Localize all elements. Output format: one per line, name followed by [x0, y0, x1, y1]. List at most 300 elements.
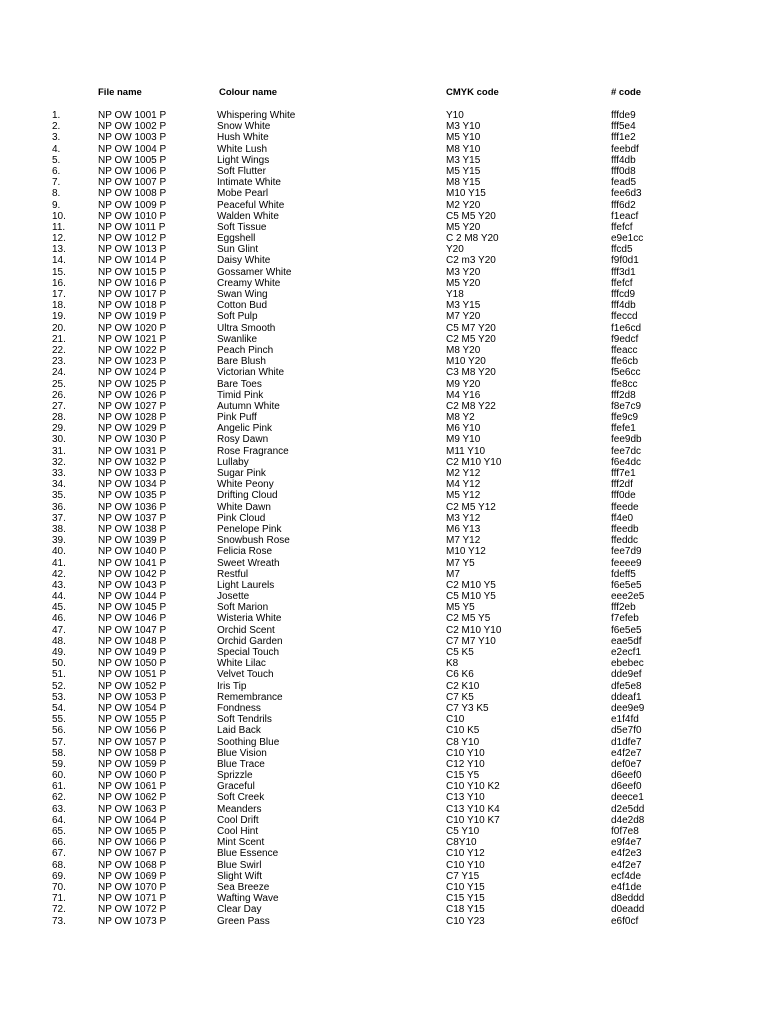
row-number: 18. — [52, 300, 66, 312]
hex-code-cell: ffeedb — [611, 523, 639, 535]
table-row — [0, 692, 768, 703]
hex-code-cell: fff5e4 — [611, 121, 636, 133]
hex-code-cell: ffefe1 — [611, 423, 636, 435]
table-row — [0, 904, 768, 915]
row-number: 56. — [52, 725, 66, 737]
hex-code-cell: f5e6cc — [611, 367, 641, 379]
colour-name-cell: Velvet Touch — [217, 669, 274, 681]
colour-name-cell: Victorian White — [217, 367, 285, 379]
row-number: 16. — [52, 277, 66, 289]
colour-name-cell: Mint Scent — [217, 837, 265, 849]
header-file-name: File name — [98, 87, 142, 98]
cmyk-code-cell: C2 K10 — [446, 680, 480, 692]
file-name-cell: NP OW 1039 P — [98, 535, 167, 547]
row-number: 29. — [52, 423, 66, 435]
hex-code-cell: fff2df — [611, 479, 633, 491]
colour-name-cell: Daisy White — [217, 255, 271, 267]
hex-code-cell: def0e7 — [611, 758, 642, 770]
table-row — [0, 222, 768, 233]
table-row — [0, 770, 768, 781]
file-name-cell: NP OW 1007 P — [98, 177, 167, 189]
row-number: 62. — [52, 792, 66, 804]
file-name-cell: NP OW 1043 P — [98, 579, 167, 591]
colour-name-cell: Eggshell — [217, 233, 256, 245]
table-row — [0, 177, 768, 188]
file-name-cell: NP OW 1064 P — [98, 814, 167, 826]
table-row — [0, 546, 768, 557]
hex-code-cell: fee7dc — [611, 445, 642, 457]
row-number: 36. — [52, 501, 66, 513]
file-name-cell: NP OW 1053 P — [98, 691, 167, 703]
colour-name-cell: Orchid Garden — [217, 635, 283, 647]
row-number: 65. — [52, 826, 66, 837]
row-number: 20. — [52, 322, 66, 334]
file-name-cell: NP OW 1019 P — [98, 311, 167, 323]
cmyk-code-cell: C8Y10 — [446, 837, 477, 849]
cmyk-code-cell: C 2 M8 Y20 — [446, 233, 499, 245]
cmyk-code-cell: M8 Y15 — [446, 177, 481, 189]
row-number: 8. — [52, 188, 61, 200]
file-name-cell: NP OW 1026 P — [98, 389, 167, 401]
cmyk-code-cell: M9 Y20 — [446, 378, 481, 390]
colour-name-cell: Drifting Cloud — [217, 490, 278, 502]
row-number: 12. — [52, 233, 66, 245]
colour-name-cell: Graceful — [217, 781, 255, 793]
file-name-cell: NP OW 1067 P — [98, 848, 167, 860]
table-row — [0, 591, 768, 602]
row-number: 5. — [52, 154, 61, 166]
row-number: 41. — [52, 557, 66, 569]
row-number: 43. — [52, 579, 66, 591]
table-row — [0, 390, 768, 401]
file-name-cell: NP OW 1060 P — [98, 770, 167, 782]
table-row — [0, 267, 768, 278]
table-row — [0, 110, 768, 121]
colour-name-cell: Ultra Smooth — [217, 322, 276, 334]
cmyk-code-cell: C2 M10 Y10 — [446, 624, 502, 636]
table-row — [0, 502, 768, 513]
cmyk-code-cell: M5 Y10 — [446, 132, 481, 144]
file-name-cell: NP OW 1017 P — [98, 289, 167, 300]
table-row — [0, 490, 768, 501]
hex-code-cell: fff4db — [611, 154, 636, 166]
cmyk-code-cell: C5 Y10 — [446, 826, 480, 837]
file-name-cell: NP OW 1065 P — [98, 826, 167, 837]
row-number: 66. — [52, 837, 66, 849]
table-row — [0, 669, 768, 680]
file-name-cell: NP OW 1036 P — [98, 501, 167, 513]
colour-name-cell: Pink Cloud — [217, 512, 266, 524]
row-number: 15. — [52, 266, 66, 278]
cmyk-code-cell: C5 M10 Y5 — [446, 591, 496, 603]
hex-code-cell: deece1 — [611, 792, 644, 804]
colour-name-cell: Cool Hint — [217, 826, 259, 837]
hex-code-cell: ebebec — [611, 658, 644, 670]
file-name-cell: NP OW 1047 P — [98, 624, 167, 636]
colour-name-cell: Wisteria White — [217, 613, 282, 625]
hex-code-cell: fff2eb — [611, 602, 636, 614]
row-number: 73. — [52, 915, 66, 927]
cmyk-code-cell: M7 Y5 — [446, 557, 475, 569]
hex-code-cell: ffefcf — [611, 221, 633, 233]
table-row — [0, 703, 768, 714]
hex-code-cell: ffeddc — [611, 535, 639, 547]
table-row — [0, 311, 768, 322]
row-number: 26. — [52, 389, 66, 401]
cmyk-code-cell: C10 Y23 — [446, 915, 485, 927]
table-row — [0, 871, 768, 882]
table-row — [0, 289, 768, 300]
row-number: 2. — [52, 121, 61, 133]
row-number: 44. — [52, 591, 66, 603]
hex-code-cell: d6eef0 — [611, 781, 642, 793]
cmyk-code-cell: C5 M7 Y20 — [446, 322, 496, 334]
colour-name-cell: Slight Wift — [217, 870, 263, 882]
file-name-cell: NP OW 1034 P — [98, 479, 167, 491]
hex-code-cell: f0f7e8 — [611, 826, 639, 837]
colour-name-cell: Bare Blush — [217, 356, 266, 368]
file-name-cell: NP OW 1042 P — [98, 568, 167, 580]
hex-code-cell: ffe8cc — [611, 378, 638, 390]
table-row — [0, 334, 768, 345]
table-row — [0, 367, 768, 378]
hex-code-cell: ff4e0 — [611, 512, 634, 524]
table-row — [0, 916, 768, 927]
cmyk-code-cell: M3 Y12 — [446, 512, 481, 524]
row-number: 7. — [52, 177, 61, 189]
cmyk-code-cell: M10 Y15 — [446, 188, 486, 200]
table-row — [0, 356, 768, 367]
cmyk-code-cell: C7 K5 — [446, 691, 474, 703]
colour-name-cell: Peach Pinch — [217, 344, 274, 356]
header-cmyk-code: CMYK code — [446, 87, 499, 98]
cmyk-code-cell: M4 Y16 — [446, 389, 481, 401]
table-row — [0, 725, 768, 736]
hex-code-cell: fff6d2 — [611, 199, 636, 211]
colour-name-cell: Sprizzle — [217, 770, 253, 782]
cmyk-code-cell: C2 M10 Y5 — [446, 579, 496, 591]
hex-code-cell: fff0d8 — [611, 165, 636, 177]
cmyk-code-cell: Y20 — [446, 244, 464, 256]
colour-name-cell: Creamy White — [217, 277, 281, 289]
colour-name-cell: Soft Marion — [217, 602, 269, 614]
colour-table-body — [0, 110, 768, 927]
colour-name-cell: Pink Puff — [217, 412, 257, 424]
hex-code-cell: ffefcf — [611, 277, 633, 289]
row-number: 71. — [52, 893, 66, 905]
cmyk-code-cell: M3 Y15 — [446, 154, 481, 166]
table-row — [0, 781, 768, 792]
colour-name-cell: Light Laurels — [217, 579, 275, 591]
cmyk-code-cell: C2 m3 Y20 — [446, 255, 496, 267]
table-row — [0, 658, 768, 669]
hex-code-cell: feeee9 — [611, 557, 642, 569]
row-number: 39. — [52, 535, 66, 547]
row-number: 13. — [52, 244, 66, 256]
hex-code-cell: fff4db — [611, 300, 636, 312]
colour-name-cell: Snowbush Rose — [217, 535, 290, 547]
table-row — [0, 323, 768, 334]
row-number: 9. — [52, 199, 61, 211]
colour-name-cell: Soft Tendrils — [217, 714, 272, 726]
file-name-cell: NP OW 1049 P — [98, 647, 167, 658]
cmyk-code-cell: C10 Y10 — [446, 859, 485, 871]
row-number: 11. — [52, 221, 66, 233]
row-number: 60. — [52, 770, 66, 782]
colour-name-cell: Sun Glint — [217, 244, 259, 256]
cmyk-code-cell: M11 Y10 — [446, 445, 486, 457]
colour-name-cell: Special Touch — [217, 647, 280, 658]
cmyk-code-cell: C7 Y15 — [446, 870, 480, 882]
colour-name-cell: Felicia Rose — [217, 546, 273, 558]
file-name-cell: NP OW 1051 P — [98, 669, 167, 681]
hex-code-cell: fee9db — [611, 434, 642, 446]
table-row — [0, 144, 768, 155]
cmyk-code-cell: C7 M7 Y10 — [446, 635, 496, 647]
table-row — [0, 446, 768, 457]
file-name-cell: NP OW 1059 P — [98, 758, 167, 770]
colour-name-cell: Iris Tip — [217, 680, 247, 692]
file-name-cell: NP OW 1004 P — [98, 143, 167, 155]
file-name-cell: NP OW 1024 P — [98, 367, 167, 379]
file-name-cell: NP OW 1002 P — [98, 121, 167, 133]
cmyk-code-cell: M5 Y5 — [446, 602, 475, 614]
hex-code-cell: fff7e1 — [611, 468, 636, 479]
row-number: 70. — [52, 881, 66, 893]
colour-name-cell: Soft Flutter — [217, 165, 266, 177]
table-row — [0, 121, 768, 132]
table-row — [0, 233, 768, 244]
table-row — [0, 278, 768, 289]
table-row — [0, 255, 768, 266]
hex-code-cell: d8eddd — [611, 893, 645, 905]
colour-name-cell: Soft Tissue — [217, 221, 267, 233]
cmyk-code-cell: C15 Y15 — [446, 893, 485, 905]
row-number: 42. — [52, 568, 66, 580]
file-name-cell: NP OW 1046 P — [98, 613, 167, 625]
table-row — [0, 748, 768, 759]
cmyk-code-cell: C7 Y3 K5 — [446, 702, 489, 714]
colour-name-cell: Blue Trace — [217, 758, 265, 770]
cmyk-code-cell: M7 Y20 — [446, 311, 481, 323]
hex-code-cell: e6f0cf — [611, 915, 639, 927]
cmyk-code-cell: M6 Y13 — [446, 523, 481, 535]
cmyk-code-cell: C12 Y10 — [446, 758, 485, 770]
cmyk-code-cell: Y10 — [446, 110, 464, 121]
file-name-cell: NP OW 1072 P — [98, 904, 167, 916]
row-number: 17. — [52, 289, 66, 300]
cmyk-code-cell: K8 — [446, 658, 459, 670]
cmyk-code-cell: C8 Y10 — [446, 736, 480, 748]
file-name-cell: NP OW 1009 P — [98, 199, 167, 211]
hex-code-cell: f7efeb — [611, 613, 639, 625]
cmyk-code-cell: C15 Y5 — [446, 770, 480, 782]
file-name-cell: NP OW 1058 P — [98, 747, 167, 759]
row-number: 24. — [52, 367, 66, 379]
file-name-cell: NP OW 1015 P — [98, 266, 167, 278]
row-number: 33. — [52, 468, 66, 479]
table-row — [0, 714, 768, 725]
cmyk-code-cell: M10 Y20 — [446, 356, 486, 368]
header-hex-code: # code — [611, 87, 642, 98]
hex-code-cell: fee6d3 — [611, 188, 642, 200]
colour-name-cell: Josette — [217, 591, 250, 603]
colour-name-cell: Orchid Scent — [217, 624, 275, 636]
table-row — [0, 681, 768, 692]
hex-code-cell: fee7d9 — [611, 546, 642, 558]
table-row — [0, 759, 768, 770]
hex-code-cell: f1e6cd — [611, 322, 642, 334]
colour-name-cell: Rose Fragrance — [217, 445, 289, 457]
hex-code-cell: e9f4e7 — [611, 837, 642, 849]
row-number: 61. — [52, 781, 66, 793]
colour-name-cell: Swanlike — [217, 333, 258, 345]
row-number: 37. — [52, 512, 66, 524]
row-number: 21. — [52, 333, 66, 345]
file-name-cell: NP OW 1022 P — [98, 344, 167, 356]
row-number: 48. — [52, 635, 66, 647]
colour-name-cell: Green Pass — [217, 915, 270, 927]
colour-name-cell: Gossamer White — [217, 266, 292, 278]
file-name-cell: NP OW 1028 P — [98, 412, 167, 424]
row-number: 35. — [52, 490, 66, 502]
file-name-cell: NP OW 1071 P — [98, 893, 167, 905]
cmyk-code-cell: M9 Y10 — [446, 434, 481, 446]
file-name-cell: NP OW 1035 P — [98, 490, 167, 502]
colour-name-cell: Light Wings — [217, 154, 270, 166]
row-number: 49. — [52, 647, 66, 658]
row-number: 47. — [52, 624, 66, 636]
cmyk-code-cell: C10 — [446, 714, 465, 726]
hex-code-cell: ffeede — [611, 501, 639, 513]
hex-code-cell: fff3d1 — [611, 266, 636, 278]
file-name-cell: NP OW 1018 P — [98, 300, 167, 312]
table-row — [0, 412, 768, 423]
cmyk-code-cell: M3 Y15 — [446, 300, 481, 312]
colour-name-cell: White Lush — [217, 143, 268, 155]
table-row — [0, 132, 768, 143]
hex-code-cell: f6e5e5 — [611, 624, 642, 636]
file-name-cell: NP OW 1068 P — [98, 859, 167, 871]
table-row — [0, 848, 768, 859]
cmyk-code-cell: C3 M8 Y20 — [446, 367, 496, 379]
cmyk-code-cell: C13 Y10 — [446, 792, 485, 804]
hex-code-cell: f6e4dc — [611, 456, 642, 468]
cmyk-code-cell: M8 Y2 — [446, 412, 475, 424]
row-number: 58. — [52, 747, 66, 759]
hex-code-cell: d1dfe7 — [611, 736, 642, 748]
cmyk-code-cell: C10 K5 — [446, 725, 480, 737]
table-row — [0, 468, 768, 479]
colour-name-cell: Swan Wing — [217, 289, 268, 300]
table-row — [0, 535, 768, 546]
table-row — [0, 513, 768, 524]
cmyk-code-cell: M3 Y20 — [446, 266, 481, 278]
colour-name-cell: Remembrance — [217, 691, 283, 703]
table-row — [0, 200, 768, 211]
hex-code-cell: d2e5dd — [611, 803, 645, 815]
hex-code-cell: eae5df — [611, 635, 642, 647]
colour-name-cell: Snow White — [217, 121, 271, 133]
colour-name-cell: Clear Day — [217, 904, 262, 916]
file-name-cell: NP OW 1023 P — [98, 356, 167, 368]
table-row — [0, 792, 768, 803]
file-name-cell: NP OW 1012 P — [98, 233, 167, 245]
file-name-cell: NP OW 1063 P — [98, 803, 167, 815]
colour-name-cell: Whispering White — [217, 110, 296, 121]
hex-code-cell: ffeccd — [611, 311, 638, 323]
row-number: 6. — [52, 165, 61, 177]
colour-name-cell: Rosy Dawn — [217, 434, 269, 446]
cmyk-code-cell: C10 Y12 — [446, 848, 485, 860]
row-number: 3. — [52, 132, 61, 144]
table-row — [0, 804, 768, 815]
table-row — [0, 379, 768, 390]
header-colour-name: Colour name — [219, 87, 278, 98]
cmyk-code-cell: M6 Y10 — [446, 423, 481, 435]
colour-name-cell: Peaceful White — [217, 199, 285, 211]
file-name-cell: NP OW 1070 P — [98, 881, 167, 893]
colour-name-cell: Sweet Wreath — [217, 557, 280, 569]
hex-code-cell: e9e1cc — [611, 233, 644, 245]
hex-code-cell: dee9e9 — [611, 702, 645, 714]
cmyk-code-cell: C10 Y10 — [446, 747, 485, 759]
file-name-cell: NP OW 1016 P — [98, 277, 167, 289]
hex-code-cell: ffe9c9 — [611, 412, 639, 424]
file-name-cell: NP OW 1040 P — [98, 546, 167, 558]
cmyk-code-cell: C18 Y15 — [446, 904, 485, 916]
row-number: 25. — [52, 378, 66, 390]
hex-code-cell: fff0de — [611, 490, 636, 502]
row-number: 27. — [52, 400, 66, 412]
file-name-cell: NP OW 1044 P — [98, 591, 167, 603]
row-number: 32. — [52, 456, 66, 468]
hex-code-cell: f8e7c9 — [611, 400, 642, 412]
row-number: 14. — [52, 255, 66, 267]
table-row — [0, 401, 768, 412]
hex-code-cell: ffeacc — [611, 344, 638, 356]
cmyk-code-cell: M5 Y15 — [446, 165, 481, 177]
hex-code-cell: ecf4de — [611, 870, 642, 882]
colour-name-cell: White Dawn — [217, 501, 271, 513]
hex-code-cell: fffde9 — [611, 110, 636, 121]
file-name-cell: NP OW 1025 P — [98, 378, 167, 390]
row-number: 57. — [52, 736, 66, 748]
cmyk-code-cell: C10 Y15 — [446, 881, 485, 893]
hex-code-cell: d6eef0 — [611, 770, 642, 782]
table-row — [0, 613, 768, 624]
row-number: 55. — [52, 714, 66, 726]
row-number: 52. — [52, 680, 66, 692]
hex-code-cell: e4f1de — [611, 881, 642, 893]
table-row — [0, 636, 768, 647]
table-row — [0, 647, 768, 658]
colour-name-cell: Timid Pink — [217, 389, 264, 401]
colour-name-cell: Intimate White — [217, 177, 281, 189]
colour-name-cell: Blue Essence — [217, 848, 279, 860]
cmyk-code-cell: M3 Y10 — [446, 121, 481, 133]
row-number: 46. — [52, 613, 66, 625]
hex-code-cell: eee2e5 — [611, 591, 645, 603]
table-row — [0, 625, 768, 636]
cmyk-code-cell: M5 Y20 — [446, 277, 481, 289]
table-row — [0, 345, 768, 356]
hex-code-cell: ffcd5 — [611, 244, 633, 256]
colour-name-cell: White Peony — [217, 479, 274, 491]
file-name-cell: NP OW 1056 P — [98, 725, 167, 737]
colour-name-cell: Walden White — [217, 210, 279, 222]
colour-name-cell: Soothing Blue — [217, 736, 280, 748]
